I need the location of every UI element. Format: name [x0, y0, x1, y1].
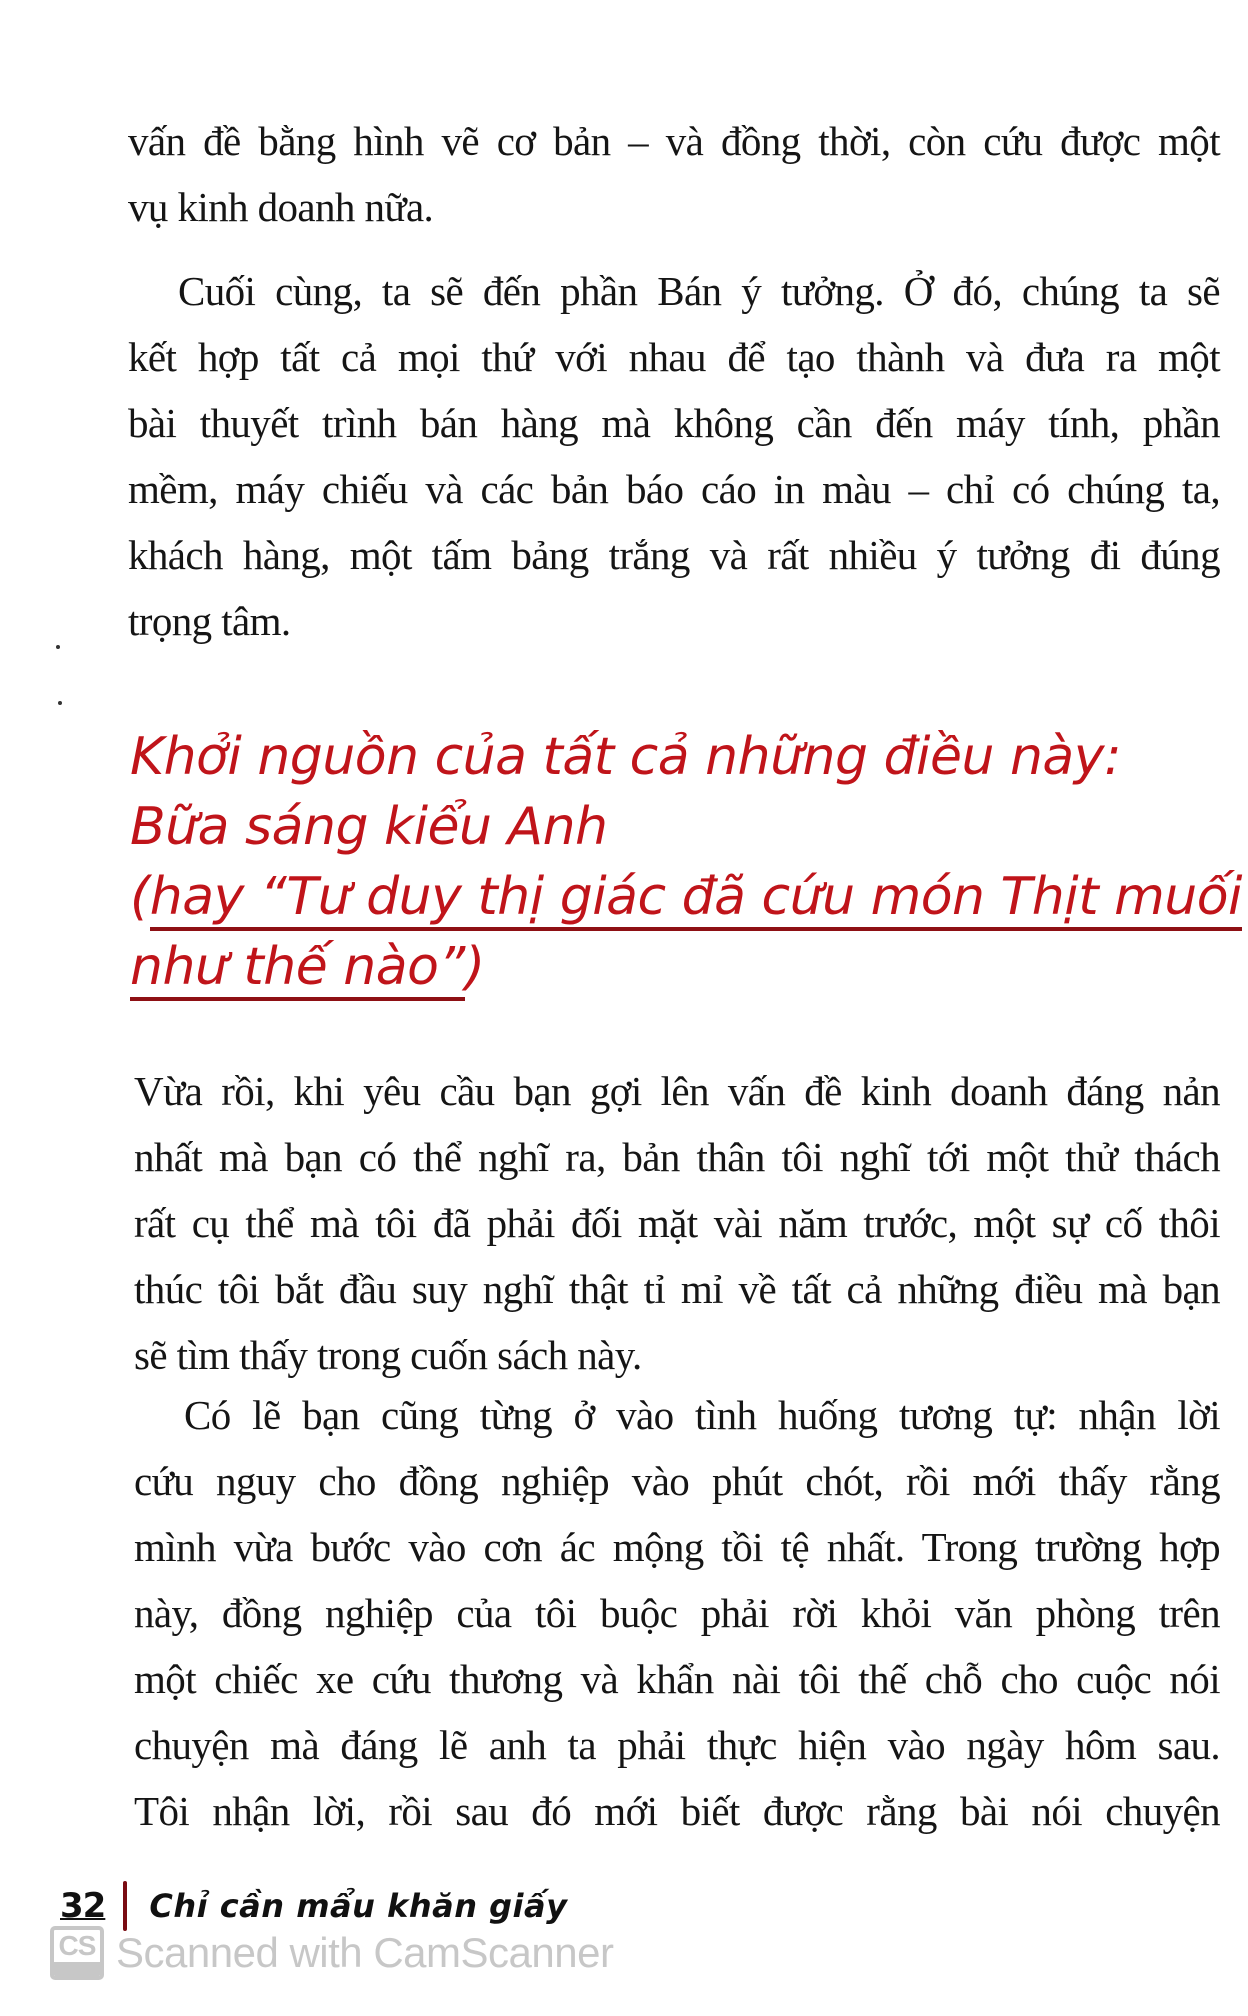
text-line: Có lẽ bạn cũng từng ở vào tình huống tương tự: nhận lời [184, 1392, 1220, 1438]
text-line: Vừa rồi, khi yêu cầu bạn gợi lên vấn đề kinh doanh đáng nản [134, 1068, 1220, 1114]
text-line: sẽ tìm thấy trong cuốn sách này. [134, 1332, 642, 1378]
text-line: chuyện mà đáng lẽ anh ta phải thực hiện vào ngày hôm sau. [134, 1722, 1220, 1768]
close-paren: ) [464, 937, 485, 997]
section-heading [130, 722, 1242, 1002]
running-title: Chỉ cần mẩu khăn giấy [149, 1887, 568, 1925]
text-line: thúc tôi bắt đầu suy nghĩ thật tỉ mỉ về tất cả những điều mà bạn [134, 1266, 1220, 1312]
text-line: Cuối cùng, ta sẽ đến phần Bán ý tưởng. Ở đó, chúng ta sẽ [178, 268, 1220, 314]
text-line: mềm, máy chiếu và các bản báo cáo in màu – chỉ có chúng ta, [128, 466, 1220, 512]
margin-speck [56, 645, 60, 649]
text-line: vụ kinh doanh nữa. [128, 184, 434, 230]
text-line: kết hợp tất cả mọi thứ với nhau để tạo thành và đưa ra một [128, 334, 1220, 380]
open-paren: ( [130, 867, 150, 927]
camscanner-watermark [50, 1926, 613, 1980]
text-line: này, đồng nghiệp của tôi buộc phải rời khỏi văn phòng trên [134, 1590, 1220, 1636]
paragraph-continued [128, 108, 1220, 240]
text-line: rất cụ thể mà tôi đã phải đối mặt vài năm trước, một sự cố thôi [134, 1200, 1220, 1246]
margin-speck [58, 701, 62, 705]
camscanner-logo-icon [50, 1926, 104, 1980]
paragraph-colleague-story [134, 1382, 1220, 1844]
text-line: khách hàng, một tấm bảng trắng và rất nhiều ý tưởng đi đúng [128, 532, 1220, 578]
paragraph-intro-story [134, 1058, 1220, 1388]
heading-line-3 [130, 862, 1242, 932]
text-line: mình vừa bước vào cơn ác mộng tồi tệ nhất. Trong trường hợp [134, 1524, 1220, 1570]
heading-subtitle-underlined: hay “Tư duy thị giác đã cứu món Thịt muối [150, 867, 1242, 931]
paragraph-sell-idea [128, 258, 1220, 654]
text-line: một chiếc xe cứu thương và khẩn nài tôi thế chỗ cho cuộc nói [134, 1656, 1220, 1702]
heading-line-1: Khởi nguồn của tất cả những điều này: [130, 727, 1122, 787]
text-line: bài thuyết trình bán hàng mà không cần đến máy tính, phần [128, 400, 1220, 446]
logo-base [54, 1962, 100, 1976]
heading-subtitle-underlined: như thế nào” [130, 937, 465, 1001]
text-line: nhất mà bạn có thể nghĩ ra, bản thân tôi nghĩ tới một thử thách [134, 1134, 1220, 1180]
text-line: trọng tâm. [128, 598, 291, 644]
footer-divider [123, 1881, 127, 1931]
heading-line-2: Bữa sáng kiểu Anh [130, 797, 608, 857]
logo-text: CS [58, 1930, 96, 1961]
page-number: 32 [60, 1886, 106, 1926]
watermark-text: Scanned with CamScanner [116, 1929, 614, 1976]
heading-line-4 [130, 932, 1230, 1002]
text-line: vấn đề bằng hình vẽ cơ bản – và đồng thời, còn cứu được một [128, 118, 1220, 164]
text-line: Tôi nhận lời, rồi sau đó mới biết được rằng bài nói chuyện [134, 1788, 1220, 1834]
text-line: cứu nguy cho đồng nghiệp vào phút chót, rồi mới thấy rằng [134, 1458, 1220, 1504]
